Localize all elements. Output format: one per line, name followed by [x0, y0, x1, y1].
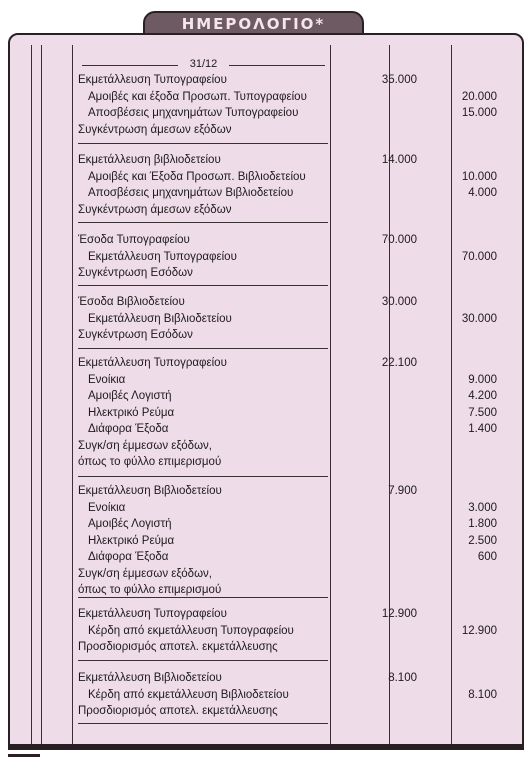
- entry-line: [78, 185, 499, 202]
- entry-separator: [78, 285, 328, 286]
- credit-amount: 1.800: [468, 518, 497, 530]
- debit-amount: 30.000: [381, 296, 417, 308]
- entry-line: [78, 454, 499, 471]
- journal-bottom-border: [8, 746, 524, 750]
- credit-amount: 8.100: [468, 688, 497, 701]
- entry-line: [78, 388, 499, 405]
- entry-line: [78, 202, 499, 219]
- entry-line: [78, 294, 499, 311]
- account-name: Αμοιβές Λογιστή: [88, 390, 172, 402]
- entry-line: [78, 122, 499, 139]
- account-name: Εκμετάλλευση βιβλιοδετείου: [78, 154, 221, 166]
- entry-line: [78, 687, 499, 704]
- credit-amount: 10.000: [461, 170, 497, 183]
- journal-entry: [78, 294, 499, 344]
- entry-line: [78, 265, 499, 282]
- entry-line: [78, 639, 499, 656]
- entry-separator: [78, 222, 328, 223]
- credit-amount: 600: [477, 551, 497, 563]
- debit-amount: 70.000: [381, 234, 417, 246]
- entry-line: [78, 516, 499, 533]
- entry-line: [78, 311, 499, 328]
- account-name: Εκμετάλλευση Βιβλιοδετείου: [78, 485, 222, 497]
- entry-separator: [78, 660, 328, 661]
- entry-separator: [78, 348, 328, 349]
- entry-line: [78, 232, 499, 249]
- credit-amount: 20.000: [461, 90, 497, 103]
- credit-amount: 7.500: [468, 406, 497, 419]
- account-name: Εκμετάλλευση Βιβλιοδετείου: [88, 312, 232, 325]
- entry-line: [78, 72, 499, 89]
- entry-line: [78, 500, 499, 517]
- account-name: Αποσβέσεις μηχανημάτων Τυπογραφείου: [88, 107, 299, 119]
- entry-line: [78, 438, 499, 455]
- entry-separator: [78, 143, 328, 144]
- account-name: Συγκέντρωση άμεσων εξόδων: [78, 203, 232, 216]
- journal-entry: [78, 606, 499, 656]
- account-name: Κέρδη από εκμετάλλευση Βιβλιοδετείου: [88, 688, 289, 701]
- account-name: όπως το φύλλο επιμερισμού: [78, 584, 222, 596]
- credit-amount: 9.000: [468, 373, 497, 386]
- credit-amount: 70.000: [461, 250, 497, 263]
- entry-line: [78, 372, 499, 389]
- debit-amount: 35.000: [381, 74, 417, 86]
- account-name: Έσοδα Βιβλιοδετείου: [78, 296, 185, 308]
- account-name: Ενοίκια: [88, 373, 126, 386]
- entry-line: [78, 533, 499, 550]
- journal-foot-stub: [8, 754, 40, 757]
- debit-amount: 7.900: [388, 485, 417, 497]
- journal-entry: [78, 355, 499, 471]
- entry-separator: [78, 723, 328, 724]
- credit-amount: 1.400: [468, 423, 497, 435]
- account-name: όπως το φύλλο επιμερισμού: [78, 456, 222, 468]
- column-divider: [41, 45, 42, 744]
- account-name: Συγκ/ση έμμεσων εξόδων,: [78, 439, 212, 452]
- entry-separator: [78, 476, 328, 477]
- journal-entry: [78, 152, 499, 218]
- journal-entry: [78, 72, 499, 138]
- account-name: Εκμετάλλευση Βιβλιοδετείου: [78, 672, 222, 684]
- account-name: Ενοίκια: [88, 501, 126, 514]
- journal-title: ΗΜΕΡΟΛΟΓΙΟ*: [181, 15, 326, 33]
- entry-line: [78, 152, 499, 169]
- account-name: Ηλεκτρικό Ρεύμα: [88, 534, 175, 547]
- account-name: Αμοιβές Λογιστή: [88, 518, 172, 530]
- account-name: Εκμετάλλευση Τυπογραφείου: [78, 357, 227, 369]
- entry-line: [78, 405, 499, 422]
- debit-amount: 22.100: [381, 357, 417, 369]
- account-name: Συγκέντρωση άμεσων εξόδων: [78, 123, 232, 136]
- entry-line: [78, 105, 499, 122]
- entry-line: [78, 169, 499, 186]
- column-divider: [72, 45, 73, 744]
- journal-date: [76, 58, 331, 72]
- account-name: Εκμετάλλευση Τυπογραφείου: [88, 250, 237, 263]
- entry-line: [78, 421, 499, 438]
- entry-line: [78, 327, 499, 344]
- debit-amount: 8.100: [388, 672, 417, 684]
- journal-entry: [78, 670, 499, 720]
- entry-line: [78, 549, 499, 566]
- entry-line: [78, 566, 499, 583]
- account-name: Διάφορα Έξοδα: [88, 423, 169, 435]
- credit-amount: 2.500: [468, 534, 497, 547]
- entry-line: [78, 355, 499, 372]
- journal-entry: [78, 232, 499, 282]
- entry-line: [78, 249, 499, 266]
- debit-amount: 12.900: [381, 608, 417, 620]
- account-name: Προσδιορισμός αποτελ. εκμετάλλευσης: [78, 641, 278, 653]
- account-name: Κέρδη από εκμετάλλευση Τυπογραφείου: [88, 624, 294, 637]
- account-name: Ηλεκτρικό Ρεύμα: [88, 406, 175, 419]
- account-name: Έσοδα Τυπογραφείου: [78, 234, 190, 246]
- credit-amount: 12.900: [461, 624, 497, 637]
- account-name: Διάφορα Έξοδα: [88, 551, 169, 563]
- account-name: Συγκέντρωση Εσόδων: [78, 267, 193, 279]
- credit-amount: 3.000: [468, 501, 497, 514]
- date-label: 31/12: [189, 58, 218, 70]
- entry-line: [78, 483, 499, 500]
- journal-entry: [78, 483, 499, 599]
- entry-line: [78, 703, 499, 720]
- account-name: Εκμετάλλευση Τυπογραφείου: [78, 74, 227, 86]
- entry-separator: [78, 597, 328, 598]
- credit-amount: 4.200: [468, 390, 497, 402]
- column-divider: [31, 45, 32, 744]
- account-name: Εκμετάλλευση Τυπογραφείου: [78, 608, 227, 620]
- entry-line: [78, 89, 499, 106]
- account-name: Αμοιβές και έξοδα Προσωπ. Τυπογραφείου: [88, 90, 307, 103]
- account-name: Συγκέντρωση Εσόδων: [78, 329, 193, 341]
- credit-amount: 30.000: [461, 312, 497, 325]
- entry-line: [78, 623, 499, 640]
- credit-amount: 4.000: [468, 187, 497, 199]
- credit-amount: 15.000: [461, 107, 497, 119]
- account-name: Συγκ/ση έμμεσων εξόδων,: [78, 567, 212, 580]
- debit-amount: 14.000: [381, 154, 417, 166]
- entry-line: [78, 670, 499, 687]
- account-name: Αμοιβές και Έξοδα Προσωπ. Βιβλιοδετείου: [88, 170, 306, 183]
- entry-line: [78, 606, 499, 623]
- account-name: Προσδιορισμός αποτελ. εκμετάλλευσης: [78, 705, 278, 717]
- account-name: Αποσβέσεις μηχανημάτων Βιβλιοδετείου: [88, 187, 294, 199]
